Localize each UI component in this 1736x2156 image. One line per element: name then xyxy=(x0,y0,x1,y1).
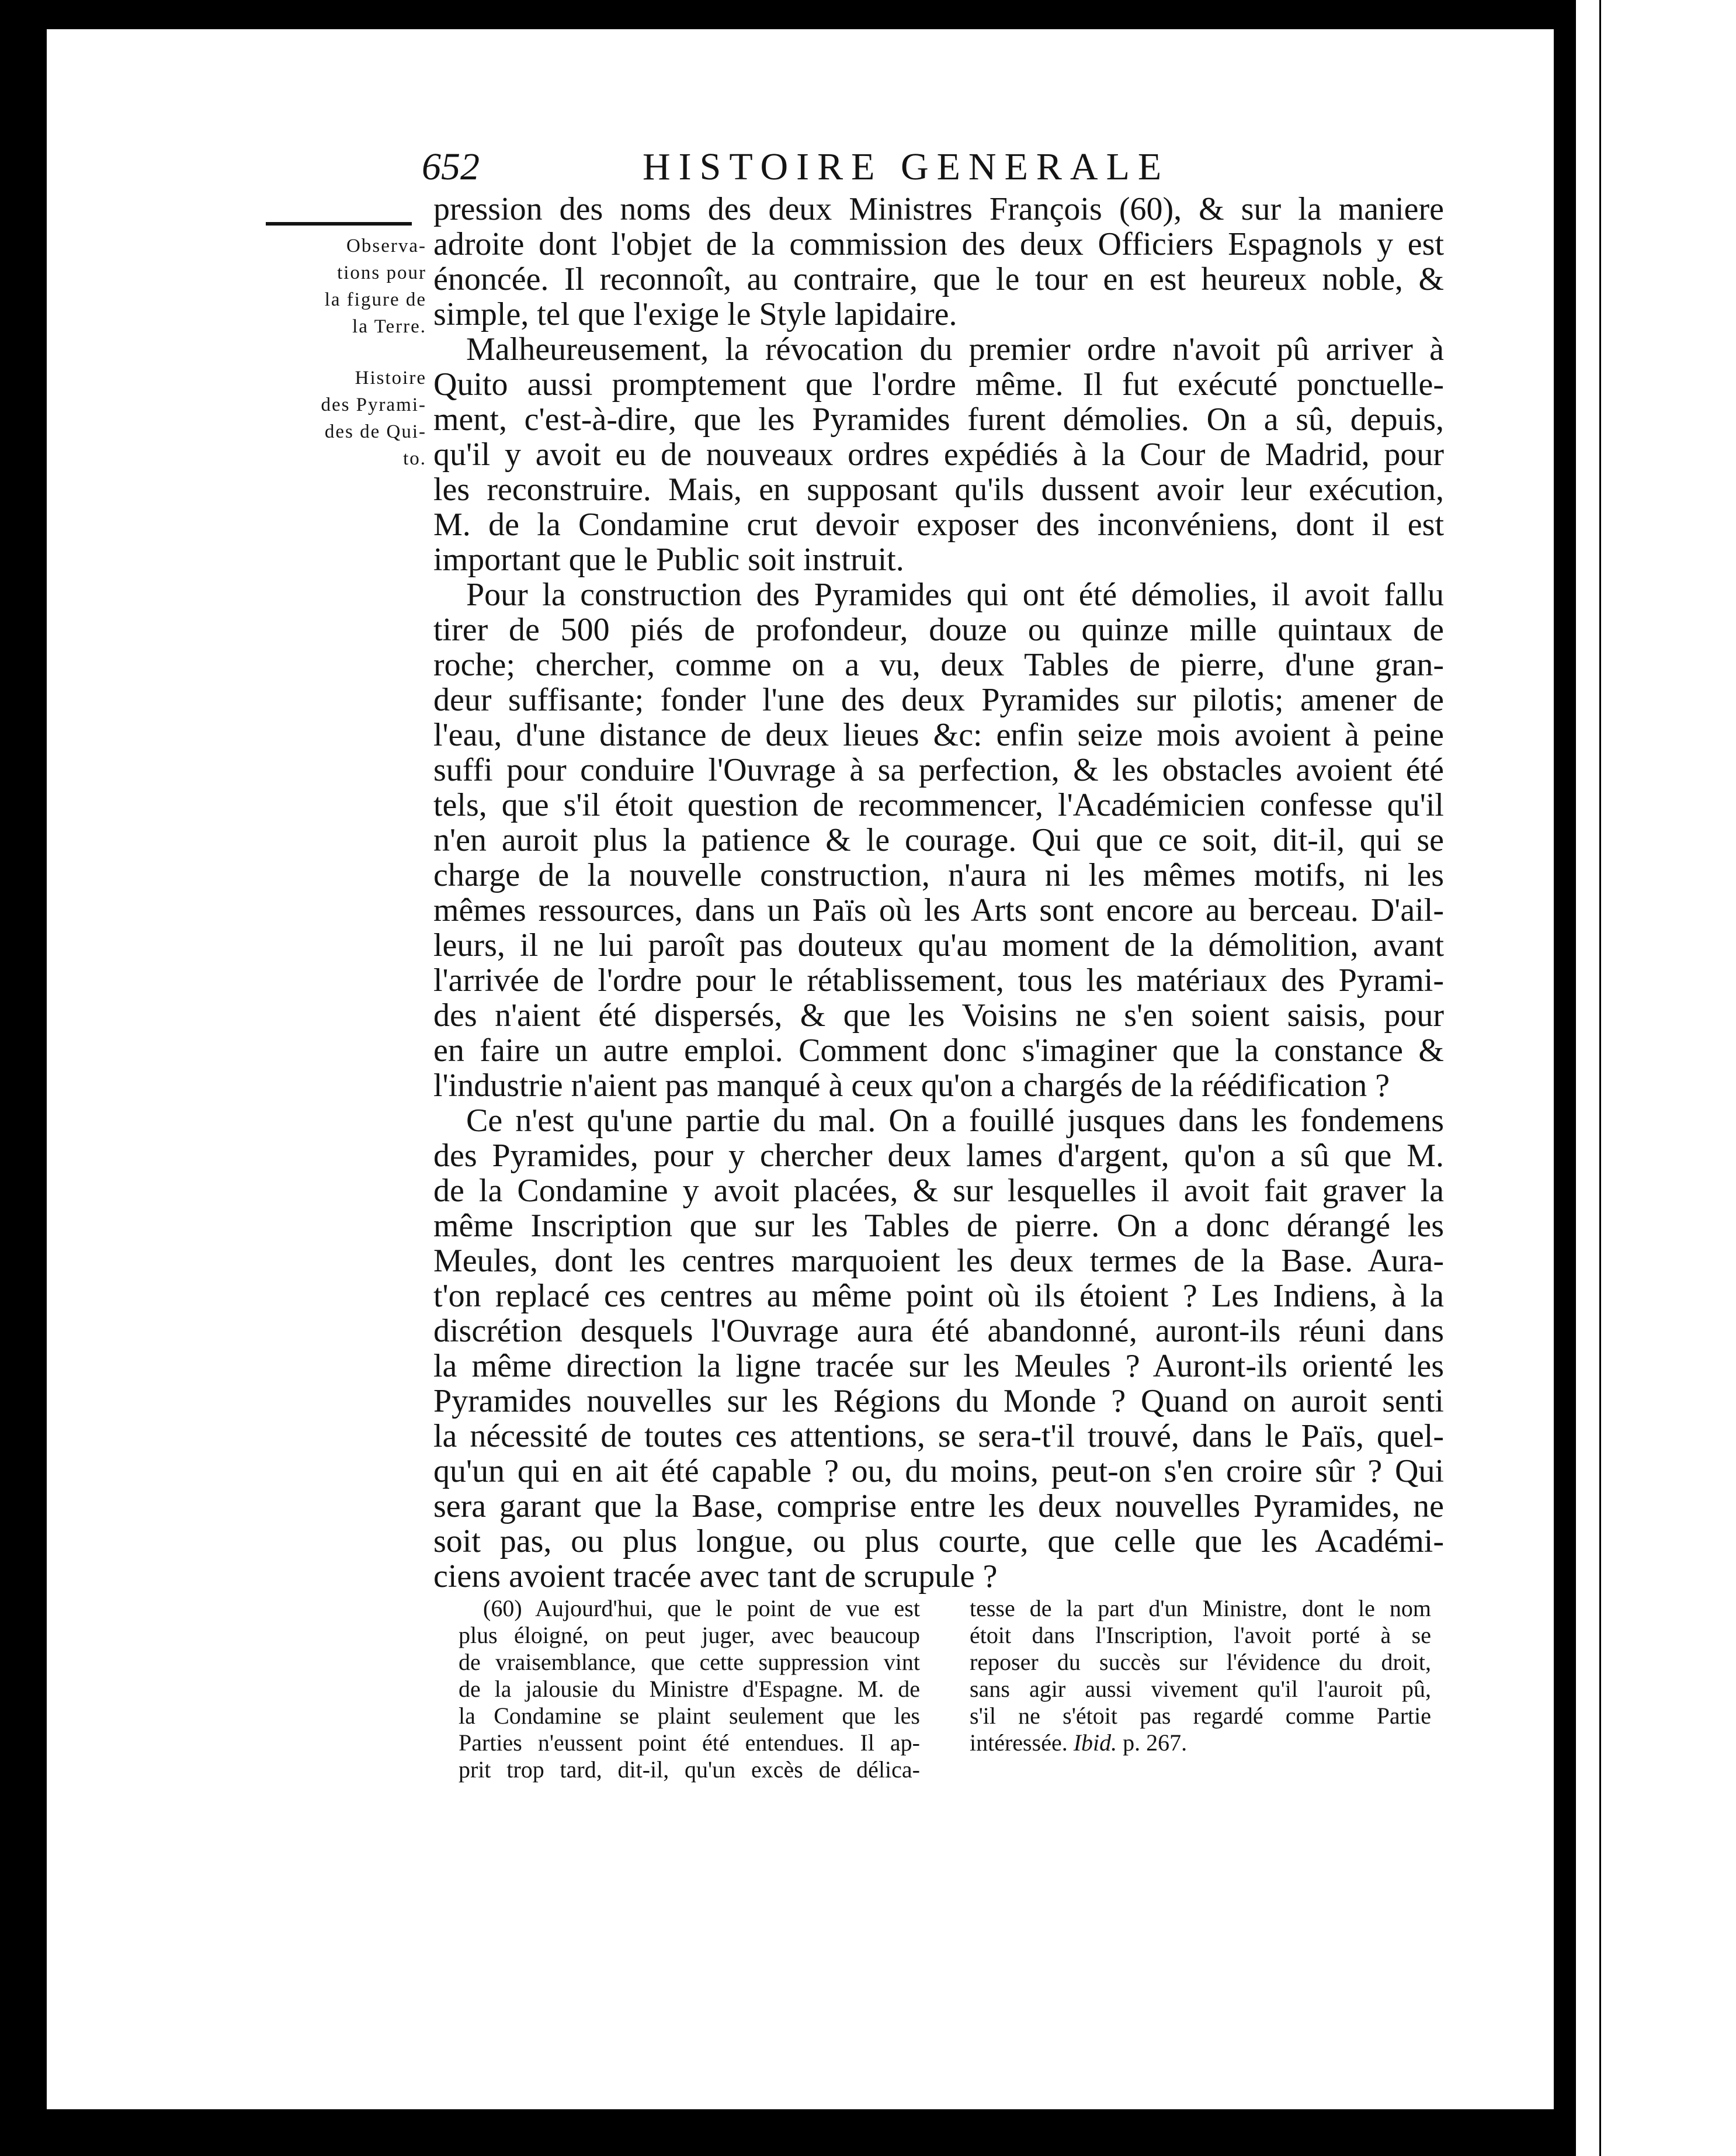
text-line: de la Condamine y avoit placées, & sur lesquelles il avoit fait graver la xyxy=(433,1173,1444,1209)
footnote-line: reposer du succès sur l'évidence du droit, xyxy=(970,1649,1431,1675)
text-line: tirer de 500 piés de profondeur, douze ou quinze mille quintaux de xyxy=(433,612,1444,648)
text-line: tels, que s'il étoit question de recommencer, l'Académicien confesse qu'il xyxy=(433,787,1444,823)
citation-ibid: Ibid. xyxy=(1073,1729,1117,1756)
margin-note-line: to. xyxy=(403,448,426,469)
margin-note-line: tions pour xyxy=(337,262,426,283)
main-text-block xyxy=(433,192,1444,1594)
text-line: leurs, il ne lui paroît pas douteux qu'au moment de la démolition, avant xyxy=(433,927,1444,963)
header-title: HISTOIRE GENERALE xyxy=(643,145,1170,188)
text-line: les reconstruire. Mais, en supposant qu'ils dussent avoir leur exécution, xyxy=(433,472,1444,508)
citation-page: p. 267. xyxy=(1123,1729,1188,1756)
text-line: mêmes ressources, dans un Païs où les Arts sont encore au berceau. D'ail- xyxy=(433,892,1444,928)
text-line: roche; chercher, comme on a vu, deux Tables de pierre, d'une gran- xyxy=(433,647,1444,683)
margin-rule xyxy=(266,222,412,226)
margin-note-line: des de Qui- xyxy=(324,421,426,442)
footnote-line: tesse de la part d'un Ministre, dont le nom xyxy=(970,1595,1431,1621)
text-line: Ce n'est qu'une partie du mal. On a fouillé jusques dans les fondemens xyxy=(466,1103,1444,1139)
text-line: énoncée. Il reconnoît, au contraire, que le tour en est heureux noble, & xyxy=(433,261,1444,297)
margin-note-line: Observa- xyxy=(346,235,426,256)
footnote-line: étoit dans l'Inscription, l'avoit porté à se xyxy=(970,1622,1431,1648)
text-line: suffi pour conduire l'Ouvrage à sa perfection, & les obstacles avoient été xyxy=(433,752,1444,788)
footnote-line: sans agir aussi vivement qu'il l'auroit pû, xyxy=(970,1676,1431,1702)
text-line: n'en auroit plus la patience & le courage. Qui que ce soit, dit-il, qui se xyxy=(433,822,1444,858)
text-line: ciens avoient tracée avec tant de scrupule ? xyxy=(433,1558,998,1595)
text-line: deur suffisante; fonder l'une des deux Pyramides sur pilotis; amener de xyxy=(433,682,1444,718)
footnote-column-left xyxy=(459,1595,920,1783)
text-line: soit pas, ou plus longue, ou plus courte, que celle que les Académi- xyxy=(433,1523,1444,1559)
gutter-shadow xyxy=(1554,0,1574,2156)
text-line: l'industrie n'aient pas manqué à ceux qu'on a chargés de la réédification ? xyxy=(433,1067,1390,1104)
footnote-line: de la jalousie du Ministre d'Espagne. M. de xyxy=(459,1676,920,1702)
footnote-line: la Condamine se plaint seulement que les xyxy=(459,1703,920,1729)
text-line: qu'il y avoit eu de nouveaux ordres expédiés à la Cour de Madrid, pour xyxy=(433,436,1444,473)
footnote-line: de vraisemblance, que cette suppression vint xyxy=(459,1649,920,1675)
text-line: Quito aussi promptement que l'ordre même. Il fut exécuté ponctuelle- xyxy=(433,366,1444,403)
margin-note-line: la Terre. xyxy=(352,316,426,337)
margin-note-line: des Pyrami- xyxy=(321,394,426,415)
text-line: simple, tel que l'exige le Style lapidaire. xyxy=(433,296,957,332)
footnote-line: Parties n'eussent point été entendues. Il ap- xyxy=(459,1729,920,1756)
text-line: charge de la nouvelle construction, n'aura ni les mêmes motifs, ni les xyxy=(433,857,1444,893)
text-line: ment, c'est-à-dire, que les Pyramides furent démolies. On a sû, depuis, xyxy=(433,401,1444,438)
page-number: 652 xyxy=(422,145,480,188)
text-line: la nécessité de toutes ces attentions, se sera-t'il trouvé, dans le Païs, quel- xyxy=(433,1418,1444,1454)
text-line: t'on replacé ces centres au même point où ils étoient ? Les Indiens, à la xyxy=(433,1278,1444,1314)
margin-note-line: Histoire xyxy=(355,368,426,389)
text-line: discrétion desquels l'Ouvrage aura été abandonné, auront-ils réuni dans xyxy=(433,1313,1444,1349)
text-line: sera garant que la Base, comprise entre les deux nouvelles Pyramides, ne xyxy=(433,1488,1444,1524)
margin-note-histoire xyxy=(251,365,426,472)
text-line: Pour la construction des Pyramides qui ont été démolies, il avoit fallu xyxy=(466,577,1444,613)
running-head xyxy=(0,145,1736,192)
adjacent-page-edge xyxy=(1574,0,1736,2156)
margin-note-observations xyxy=(251,233,426,340)
text-line: Pyramides nouvelles sur les Régions du Monde ? Quand on auroit senti xyxy=(433,1383,1444,1419)
footnote-line: intéressée. xyxy=(970,1729,1068,1756)
footnote-line: plus éloigné, on peut juger, avec beaucoup xyxy=(459,1622,920,1648)
footnote-line: (60) Aujourd'hui, que le point de vue est xyxy=(483,1595,920,1621)
page-edge-line xyxy=(1599,0,1601,2156)
text-line: la même direction la ligne tracée sur les Meules ? Auront-ils orienté les xyxy=(433,1348,1444,1384)
text-line: Meules, dont les centres marquoient les deux termes de la Base. Aura- xyxy=(433,1243,1444,1279)
text-line: Malheureusement, la révocation du premier ordre n'avoit pû arriver à xyxy=(466,331,1444,368)
text-line: même Inscription que sur les Tables de pierre. On a donc dérangé les xyxy=(433,1208,1444,1244)
text-line: qu'un qui en ait été capable ? ou, du moins, peut-on s'en croire sûr ? Qui xyxy=(433,1453,1444,1489)
text-line: M. de la Condamine crut devoir exposer des inconvéniens, dont il est xyxy=(433,507,1444,543)
text-line: pression des noms des deux Ministres François (60), & sur la maniere xyxy=(433,191,1444,227)
text-line: des n'aient été dispersés, & que les Voisins ne s'en soient saisis, pour xyxy=(433,997,1444,1034)
footnote-column-right xyxy=(970,1595,1431,1756)
margin-note-line: la figure de xyxy=(324,289,426,310)
footnote-line: s'il ne s'étoit pas regardé comme Partie xyxy=(970,1703,1431,1729)
text-line: des Pyramides, pour y chercher deux lames d'argent, qu'on a sû que M. xyxy=(433,1138,1444,1174)
text-line: l'arrivée de l'ordre pour le rétablissement, tous les matériaux des Pyrami- xyxy=(433,962,1444,999)
footnote-citation-line xyxy=(970,1729,1431,1756)
footnote-line: prit trop tard, dit-il, qu'un excès de délica- xyxy=(459,1756,920,1783)
text-line: l'eau, d'une distance de deux lieues &c: enfin seize mois avoient à peine xyxy=(433,717,1444,753)
text-line: important que le Public soit instruit. xyxy=(433,542,904,578)
text-line: adroite dont l'objet de la commission des deux Officiers Espagnols y est xyxy=(433,226,1444,262)
text-line: en faire un autre emploi. Comment donc s'imaginer que la constance & xyxy=(433,1032,1444,1069)
